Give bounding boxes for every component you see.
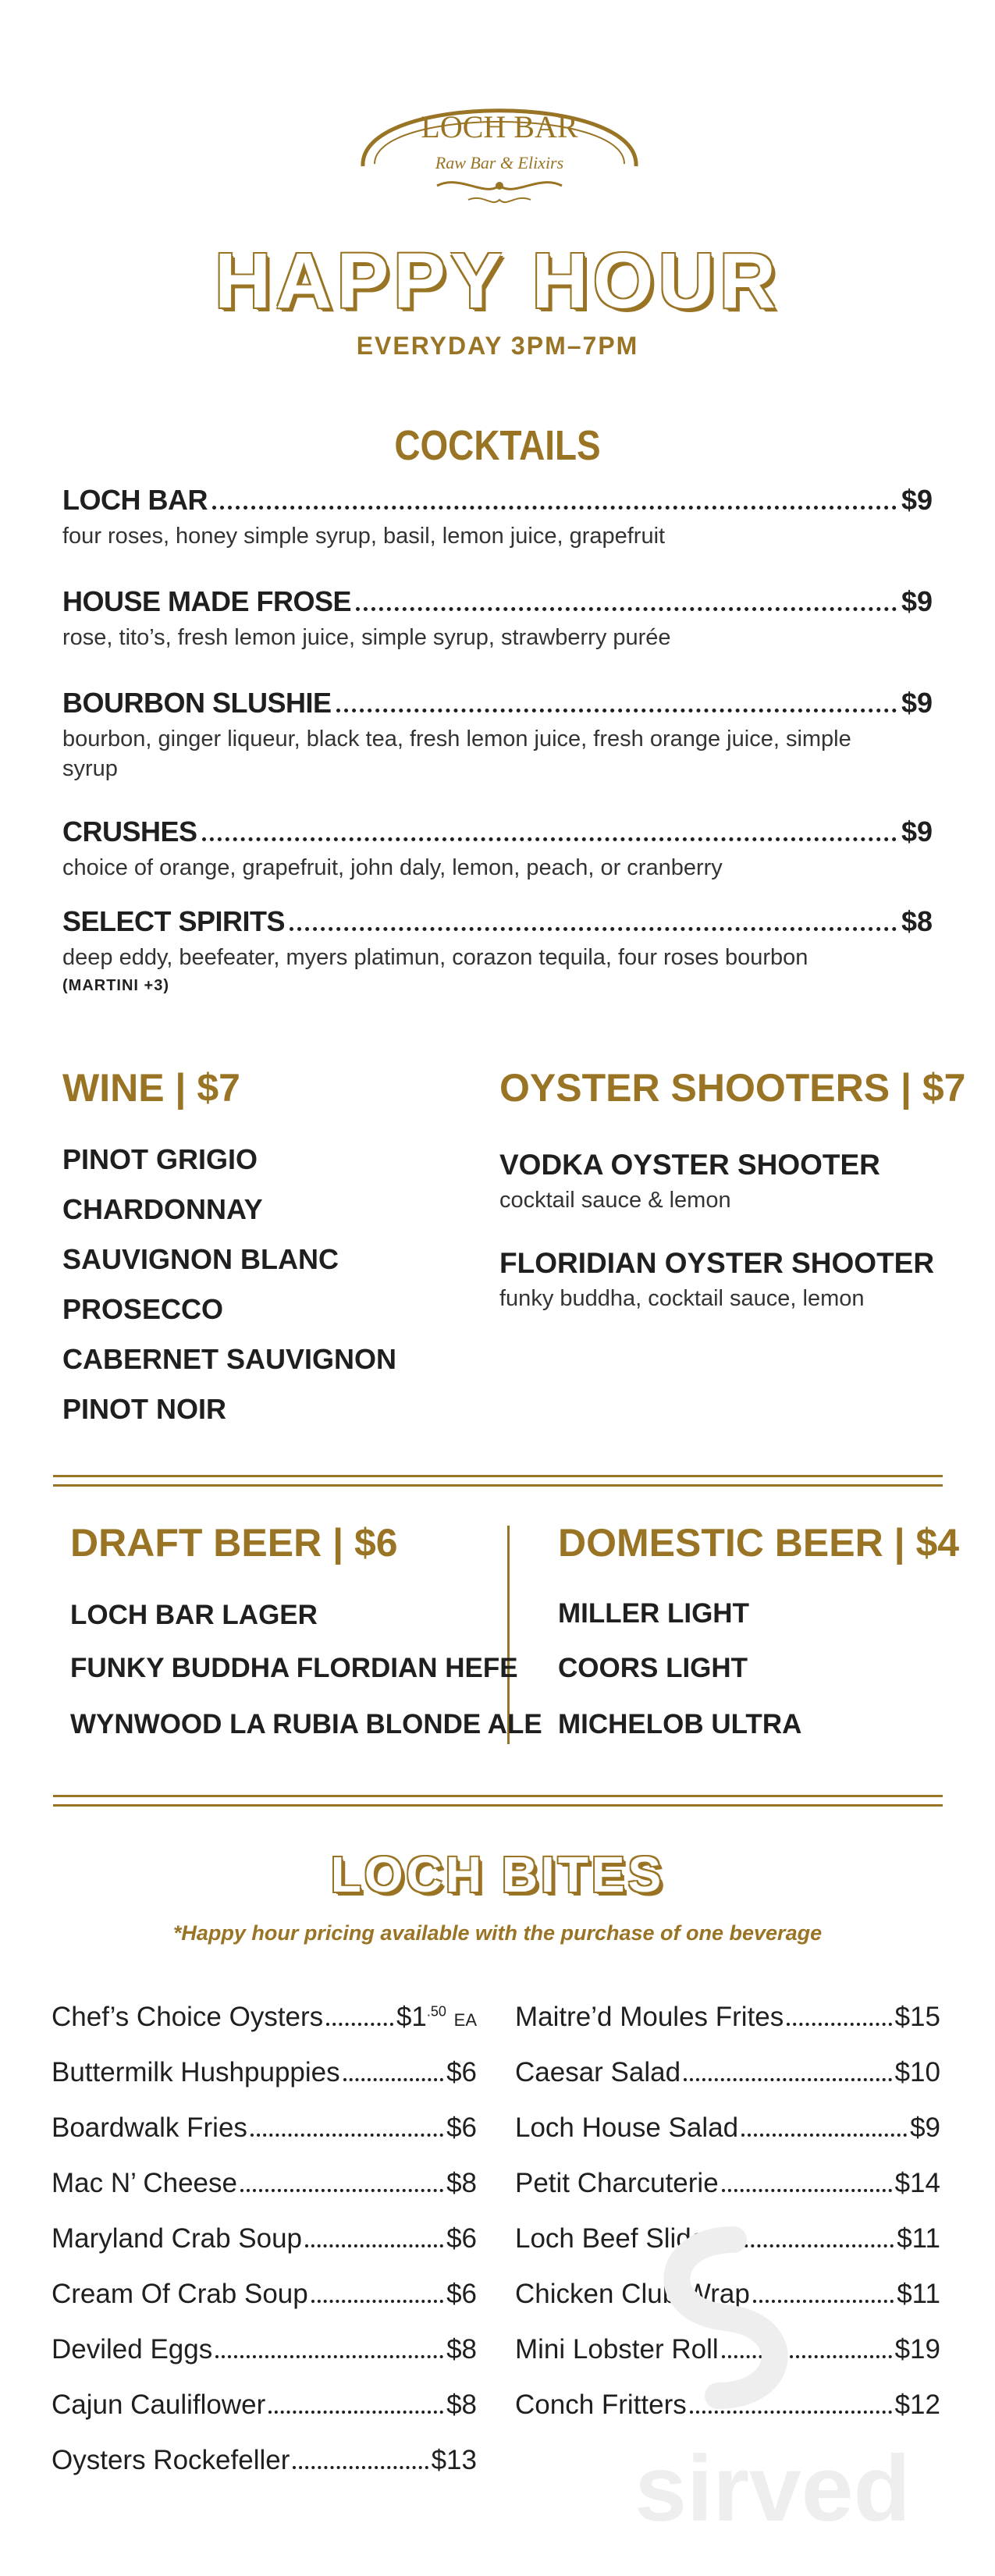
bite-name: Chicken Club Wrap [515, 2279, 750, 2309]
bite-price: $11 [897, 2223, 940, 2254]
bite-price: $6 [446, 2223, 477, 2254]
loch-bites-title: LOCH BITES [330, 1846, 665, 1903]
watermark-text: sirved [634, 2436, 911, 2541]
wine-title: WINE | $7 [62, 1066, 240, 1110]
domestic-beer-item: MILLER LIGHT [558, 1598, 749, 1629]
cocktail-price: $9 [901, 687, 933, 719]
bite-item [52, 2112, 477, 2144]
bite-name: Caesar Salad [515, 2057, 681, 2087]
dot-leader [326, 2023, 393, 2026]
domestic-beer-item: COORS LIGHT [558, 1653, 748, 1683]
draft-beer-item: FUNKY BUDDHA FLORDIAN HEFE [70, 1653, 518, 1683]
dot-leader [787, 2023, 891, 2026]
bite-price: $\$1^{.50}$ EA [396, 2002, 477, 2032]
bite-price: $8 [446, 2334, 477, 2365]
bite-item [52, 2445, 477, 2476]
dot-leader [311, 2300, 443, 2303]
wine-item: PINOT GRIGIO [62, 1143, 258, 1175]
bite-price: $9 [910, 2112, 940, 2143]
cocktail-item [62, 687, 933, 783]
bite-name: Buttermilk Hushpuppies [52, 2057, 340, 2087]
dot-leader [240, 2189, 443, 2192]
cocktail-name: BOURBON SLUSHIE [62, 687, 332, 719]
bite-name: Petit Charcuterie [515, 2168, 719, 2198]
bite-price: $6 [446, 2279, 477, 2309]
bite-price: $12 [894, 2389, 940, 2420]
dot-leader [722, 2189, 892, 2192]
cocktail-desc: bourbon, ginger liqueur, black tea, fresh lemon juice, fresh orange juice, simple syrup [62, 727, 851, 781]
cocktails-title: COCKTAILS [394, 422, 601, 469]
bites-pricing-note: *Happy hour pricing available with the purchase of one beverage [172, 1921, 823, 1945]
draft-beer-item: LOCH BAR LAGER [70, 1600, 318, 1630]
bite-price: $14 [894, 2168, 940, 2198]
wine-item: CABERNET SAUVIGNON [62, 1343, 397, 1375]
bite-price: $8 [446, 2168, 477, 2198]
section-divider [53, 1475, 943, 1487]
martini-note: (MARTINI +3) [62, 977, 169, 994]
dot-leader [251, 2134, 443, 2137]
loch-bar-logo [343, 69, 656, 217]
cocktail-price: $9 [901, 585, 933, 617]
cocktail-name: SELECT SPIRITS [62, 905, 286, 937]
dot-leader [741, 2134, 907, 2137]
bite-price: $15 [894, 2002, 940, 2032]
bite-name: Cream Of Crab Soup [52, 2279, 308, 2309]
draft-beer-title: DRAFT BEER | $6 [70, 1521, 398, 1565]
domestic-beer-title: DOMESTIC BEER | $4 [558, 1521, 960, 1565]
cocktail-item [62, 484, 933, 551]
shooter-name: VODKA OYSTER SHOOTER [499, 1149, 880, 1181]
bite-name: Deviled Eggs [52, 2334, 213, 2365]
dot-leader [202, 837, 897, 841]
draft-beer-item: WYNWOOD LA RUBIA BLONDE ALE [70, 1709, 542, 1739]
dot-leader [290, 927, 897, 931]
domestic-beer-item: MICHELOB ULTRA [558, 1709, 802, 1739]
dot-leader [336, 709, 897, 712]
cocktail-desc: choice of orange, grapefruit, john daly, lemon, peach, or cranberry [62, 855, 723, 880]
bite-name: Cajun Cauliflower [52, 2389, 266, 2420]
bite-name: Conch Fritters [515, 2389, 687, 2420]
dot-leader [293, 2466, 428, 2469]
bite-item [515, 2002, 940, 2033]
bite-item [515, 2057, 940, 2088]
dot-leader [356, 607, 897, 611]
cocktail-desc: rose, tito’s, fresh lemon juice, simple syrup, strawberry purée [62, 625, 671, 650]
cocktail-price: $9 [901, 815, 933, 847]
cocktail-name: CRUSHES [62, 815, 197, 847]
shooter-name: FLORIDIAN OYSTER SHOOTER [499, 1247, 935, 1279]
bite-item [52, 2168, 477, 2199]
cocktail-item [62, 905, 933, 995]
bite-item [52, 2334, 477, 2365]
dot-leader [212, 506, 897, 510]
bite-item [515, 2168, 940, 2199]
sirved-watermark [570, 2224, 975, 2552]
shooter-desc: funky buddha, cocktail sauce, lemon [499, 1286, 865, 1311]
wine-item: SAUVIGNON BLANC [62, 1243, 339, 1275]
bite-price: $13 [431, 2445, 477, 2475]
section-divider [53, 1795, 943, 1807]
bite-name: Mac N’ Cheese [52, 2168, 237, 2198]
bite-name: Boardwalk Fries [52, 2112, 247, 2143]
bite-price: $11 [897, 2279, 940, 2309]
hours-subtitle: EVERYDAY 3PM–7PM [356, 332, 639, 360]
bite-name: Oysters Rockefeller [52, 2445, 290, 2475]
cocktail-name: LOCH BAR [62, 484, 208, 516]
bite-name: Loch House Salad [515, 2112, 739, 2143]
logo-name: LOCH BAR [421, 109, 578, 144]
cocktail-price: $9 [901, 484, 933, 516]
bite-price: $6 [446, 2112, 477, 2143]
dot-leader [268, 2411, 443, 2414]
dot-leader [684, 2078, 892, 2081]
happy-hour-title: HAPPY HOUR [215, 237, 780, 325]
cocktail-item [62, 585, 933, 652]
wine-item: CHARDONNAY [62, 1193, 263, 1225]
bite-item [52, 2389, 477, 2421]
cocktail-price: $8 [901, 905, 933, 937]
bite-name: Mini Lobster Roll [515, 2334, 719, 2365]
wine-item: PROSECCO [62, 1293, 224, 1325]
bite-item [515, 2112, 940, 2144]
wine-item: PINOT NOIR [62, 1393, 227, 1425]
bite-item [52, 2057, 477, 2088]
cocktail-desc: four roses, honey simple syrup, basil, lemon juice, grapefruit [62, 524, 666, 549]
bite-price: $19 [894, 2334, 940, 2365]
bite-price: $10 [894, 2057, 940, 2087]
bite-item [52, 2223, 477, 2254]
bite-item [52, 2279, 477, 2310]
dot-leader [215, 2355, 443, 2358]
dot-leader [343, 2078, 443, 2081]
bite-name: Maryland Crab Soup [52, 2223, 302, 2254]
logo-tagline: Raw Bar & Elixirs [435, 153, 564, 172]
cocktail-name: HOUSE MADE FROSE [62, 585, 352, 617]
bite-name: Chef’s Choice Oysters [52, 2002, 324, 2032]
oyster-shooters-title: OYSTER SHOOTERS | $7 [499, 1066, 966, 1110]
bite-name: Loch Beef Sliders [515, 2223, 730, 2254]
cocktail-desc: deep eddy, beefeater, myers platimun, corazon tequila, four roses bourbon [62, 945, 808, 970]
dot-leader [305, 2244, 443, 2247]
bite-price: $6 [446, 2057, 477, 2087]
cocktail-item [62, 815, 933, 883]
bite-price: $8 [446, 2389, 477, 2420]
shooter-desc: cocktail sauce & lemon [499, 1188, 731, 1213]
bite-item [52, 2002, 477, 2033]
bite-name: Maitre’d Moules Frites [515, 2002, 784, 2032]
